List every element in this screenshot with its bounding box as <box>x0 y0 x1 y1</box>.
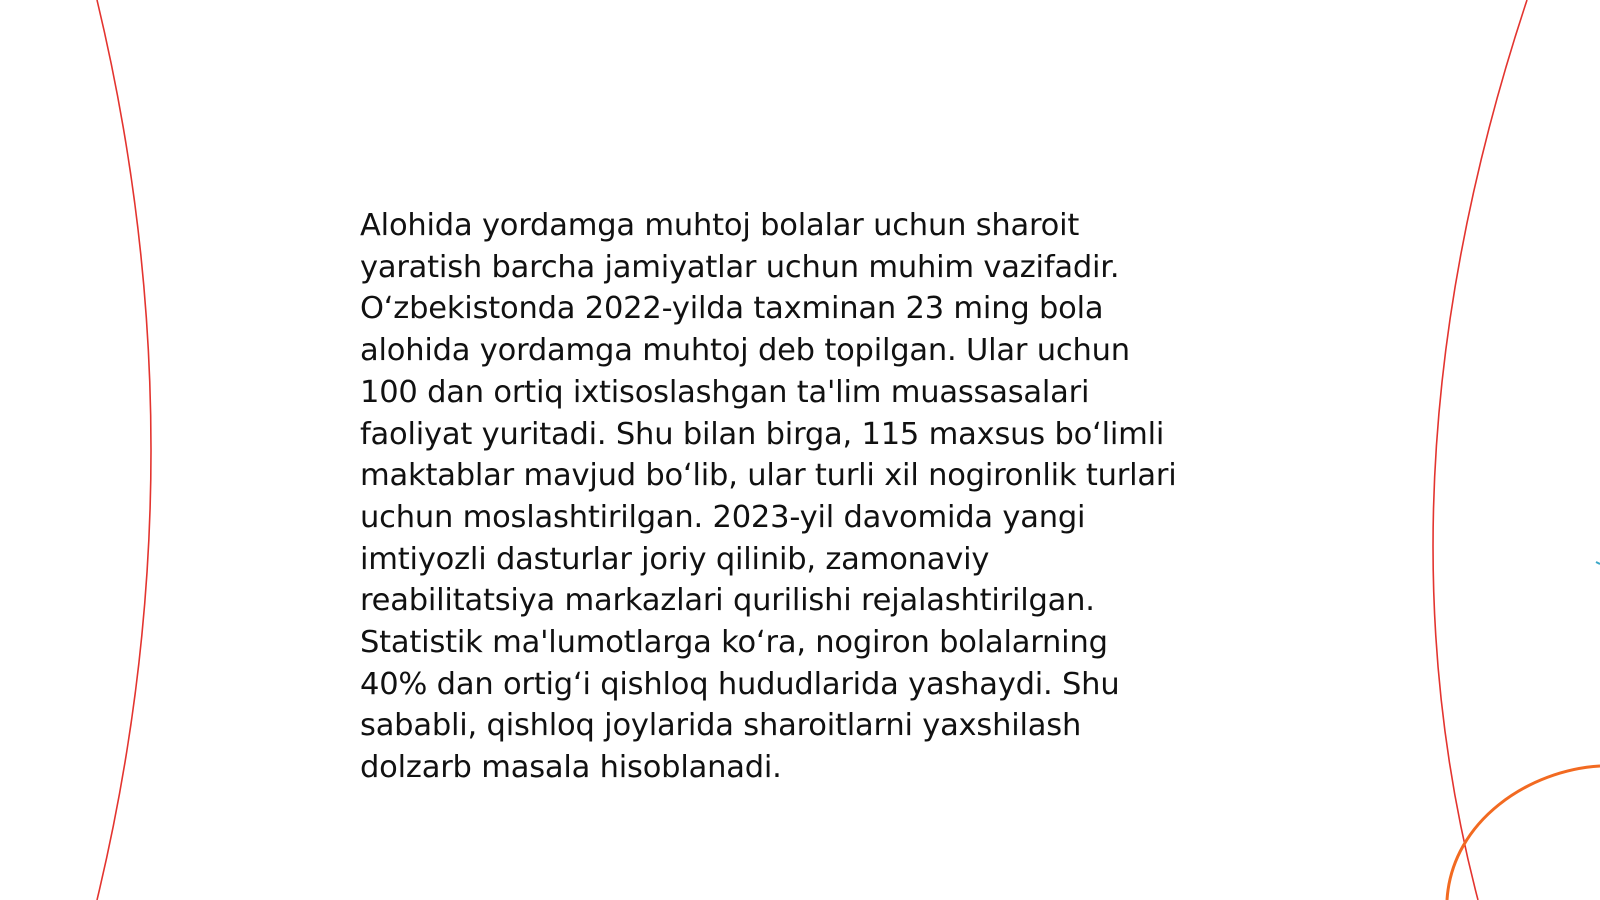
paragraph-line: O‘zbekistonda 2022-yilda taxminan 23 ming bola <box>360 291 1104 327</box>
paragraph-line: uchun moslashtirilgan. 2023-yil davomida yangi <box>360 499 1086 535</box>
paragraph-line: yaratish barcha jamiyatlar uchun muhim vazifadir. <box>360 249 1120 285</box>
left-arc <box>97 0 151 900</box>
paragraph-line: 100 dan ortiq ixtisoslashgan ta'lim muassasalari <box>360 374 1090 410</box>
paragraph-line: sababli, qishloq joylarida sharoitlarni yaxshilash <box>360 708 1082 744</box>
paragraph-line: maktablar mavjud bo‘lib, ular turli xil nogironlik turlari <box>360 458 1177 494</box>
paragraph-line: reabilitatsiya markazlari qurilishi rejalashtirilgan. <box>360 583 1095 619</box>
paragraph-line: Alohida yordamga muhtoj bolalar uchun sharoit <box>360 208 1080 243</box>
right-arc <box>1433 0 1527 900</box>
body-paragraph <box>360 205 1260 789</box>
paragraph-line: faoliyat yuritadi. Shu bilan birga, 115 maxsus bo‘limli <box>360 416 1165 452</box>
paragraph-line: 40% dan ortig‘i qishloq hududlarida yashaydi. Shu <box>360 666 1120 702</box>
paragraph-line: alohida yordamga muhtoj deb topilgan. Ular uchun <box>360 333 1130 369</box>
teal-mark <box>1596 562 1600 564</box>
paragraph-line: Statistik ma'lumotlarga ko‘ra, nogiron bolalarning <box>360 625 1108 661</box>
paragraph-line: dolzarb masala hisoblanadi. <box>360 750 782 786</box>
paragraph-line: imtiyozli dasturlar joriy qilinib, zamonaviy <box>360 541 990 577</box>
orange-circle-arc <box>1447 766 1600 900</box>
